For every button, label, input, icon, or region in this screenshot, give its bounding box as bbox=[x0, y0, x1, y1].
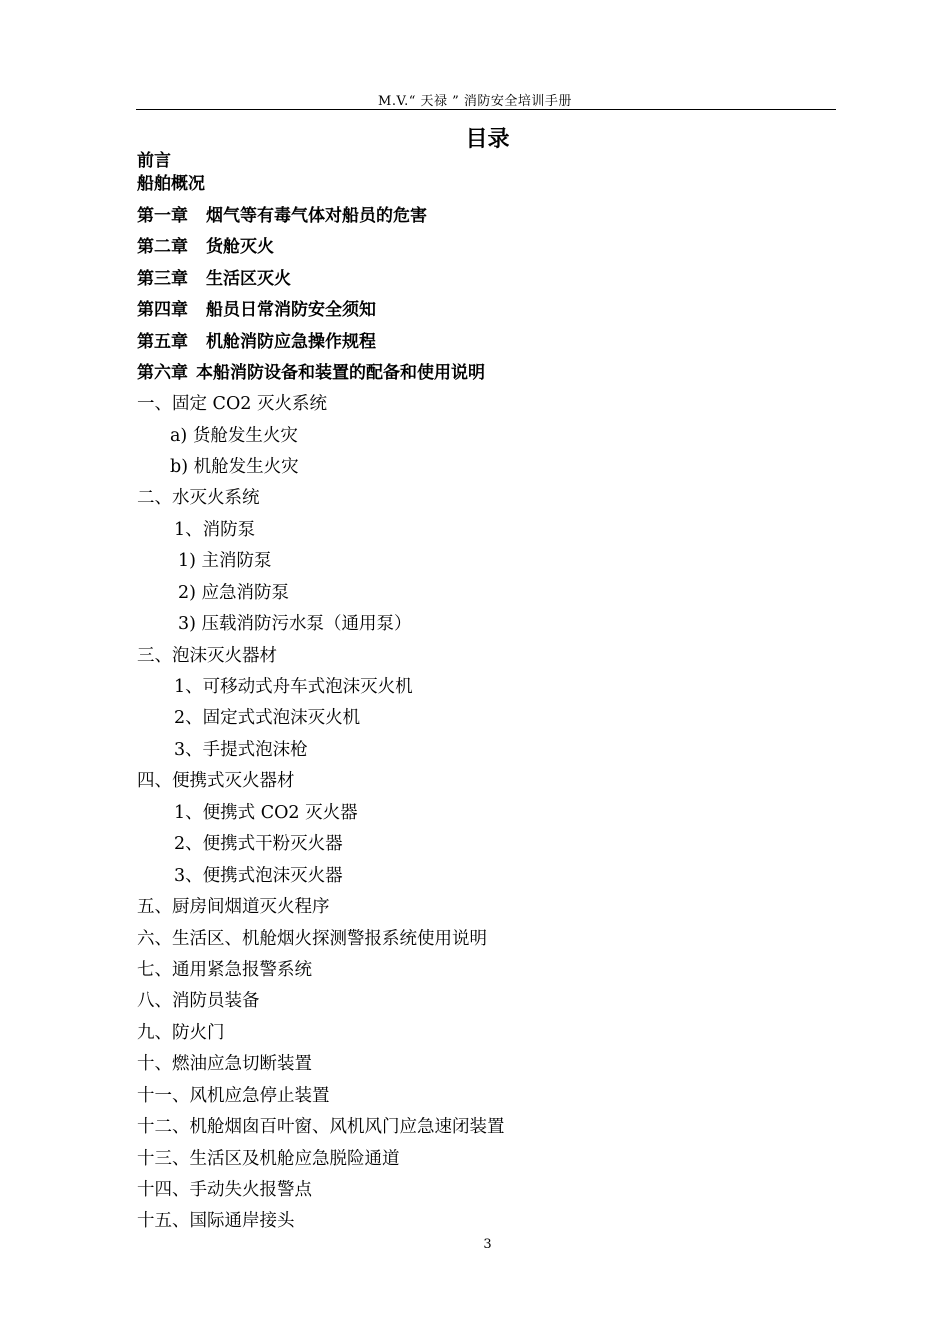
page-title: 目录 bbox=[465, 127, 510, 152]
chapter-number: 第三章 bbox=[137, 269, 188, 289]
toc-section: 十四、手动失火报警点 bbox=[137, 1180, 312, 1200]
toc-subitem: b) 机舱发生火灾 bbox=[170, 457, 299, 477]
toc-section: 十五、国际通岸接头 bbox=[137, 1211, 295, 1231]
toc-chapter-1 bbox=[137, 205, 427, 227]
chapter-number: 第五章 bbox=[137, 332, 188, 352]
toc-chapter-6 bbox=[137, 362, 485, 384]
toc-chapter-3 bbox=[137, 268, 291, 290]
chapter-number: 第四章 bbox=[137, 300, 188, 320]
chapter-title: 生活区灭火 bbox=[206, 269, 291, 289]
toc-section: 八、消防员装备 bbox=[137, 991, 260, 1011]
chapter-title: 机舱消防应急操作规程 bbox=[206, 332, 376, 352]
chapter-title: 本船消防设备和装置的配备和使用说明 bbox=[196, 363, 485, 383]
toc-section: 七、通用紧急报警系统 bbox=[137, 960, 312, 980]
chapter-title: 烟气等有毒气体对船员的危害 bbox=[206, 206, 427, 226]
running-header: M.V.“ 天禄 ” 消防安全培训手册 bbox=[378, 94, 572, 109]
toc-subitem: 1、便携式 CO2 灭火器 bbox=[174, 803, 358, 823]
toc-subitem: a) 货舱发生火灾 bbox=[170, 426, 298, 446]
toc-subitem: 1、可移动式舟车式泡沫灭火机 bbox=[174, 677, 413, 697]
toc-chapter-5 bbox=[137, 331, 376, 353]
toc-subitem: 2) 应急消防泵 bbox=[178, 583, 290, 603]
header-rule bbox=[136, 109, 836, 110]
toc-subitem: 1、消防泵 bbox=[174, 520, 256, 540]
toc-subitem: 3) 压载消防污水泵（通用泵） bbox=[178, 614, 412, 634]
toc-section: 一、固定 CO2 灭火系统 bbox=[137, 394, 327, 414]
page-number: 3 bbox=[483, 1237, 492, 1252]
toc-section: 十一、风机应急停止装置 bbox=[137, 1086, 330, 1106]
toc-subitem: 3、手提式泡沫枪 bbox=[174, 740, 308, 760]
toc-section: 十三、生活区及机舱应急脱险通道 bbox=[137, 1149, 400, 1169]
toc-section: 五、厨房间烟道灭火程序 bbox=[137, 897, 330, 917]
toc-subitem: 2、便携式干粉灭火器 bbox=[174, 834, 343, 854]
toc-section: 九、防火门 bbox=[137, 1023, 225, 1043]
toc-section: 十二、机舱烟囱百叶窗、风机风门应急速闭装置 bbox=[137, 1117, 505, 1137]
chapter-title: 货舱灭火 bbox=[206, 237, 274, 257]
toc-chapter-2 bbox=[137, 236, 274, 258]
chapter-number: 第二章 bbox=[137, 237, 188, 257]
toc-chapter-4 bbox=[137, 299, 376, 321]
toc-section: 三、泡沫灭火器材 bbox=[137, 646, 277, 666]
toc-entry-preface: 前言 bbox=[137, 151, 171, 171]
toc-subitem: 1) 主消防泵 bbox=[178, 551, 272, 571]
toc-section: 二、水灭火系统 bbox=[137, 488, 260, 508]
chapter-number: 第六章 bbox=[137, 363, 188, 383]
toc-subitem: 3、便携式泡沫灭火器 bbox=[174, 866, 343, 886]
toc-section: 十、燃油应急切断装置 bbox=[137, 1054, 312, 1074]
toc-section: 四、便携式灭火器材 bbox=[137, 771, 295, 791]
chapter-title: 船员日常消防安全须知 bbox=[206, 300, 376, 320]
toc-section: 六、生活区、机舱烟火探测警报系统使用说明 bbox=[137, 929, 487, 949]
chapter-number: 第一章 bbox=[137, 206, 188, 226]
toc-entry-ship-overview: 船舶概况 bbox=[137, 174, 205, 194]
toc-subitem: 2、固定式式泡沫灭火机 bbox=[174, 708, 361, 728]
